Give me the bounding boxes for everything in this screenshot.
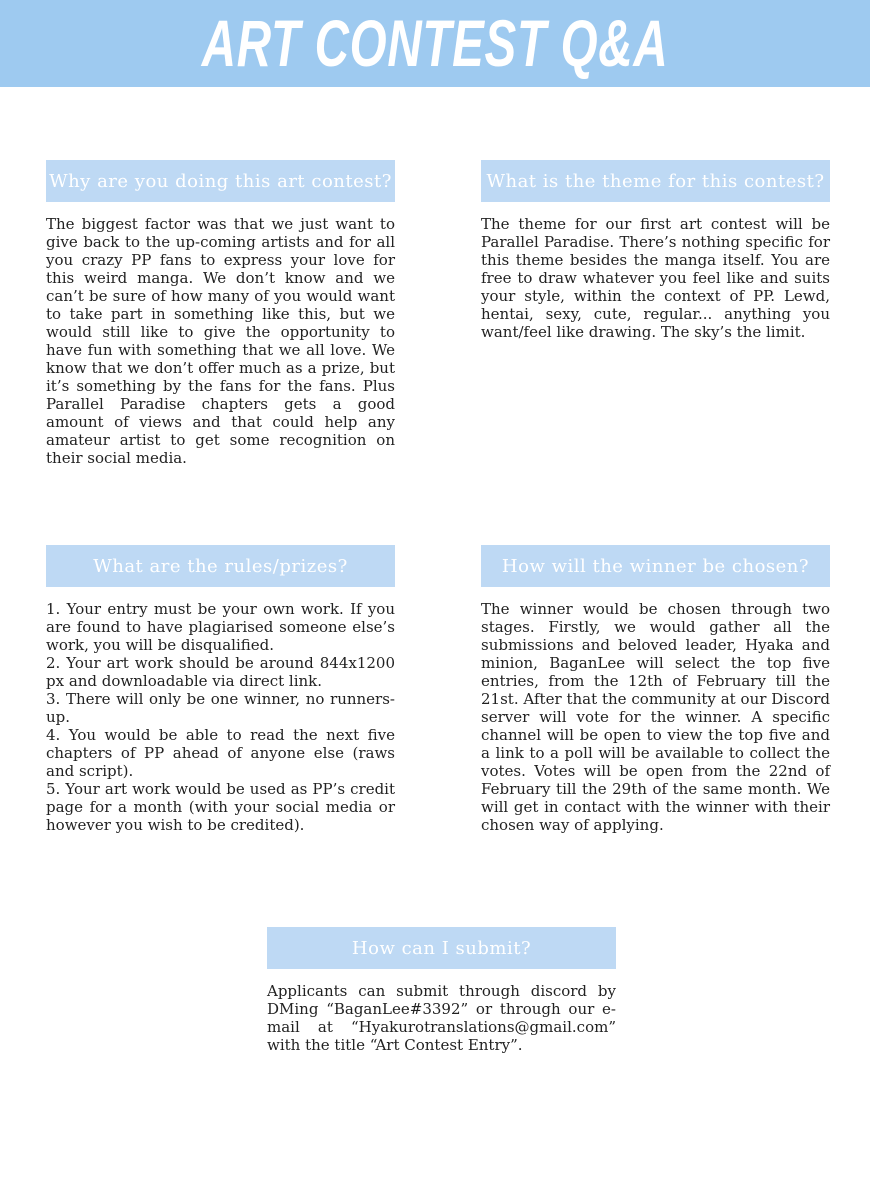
section-rules-prizes xyxy=(46,545,395,834)
question-text: What is the theme for this contest? xyxy=(486,170,825,192)
section-theme xyxy=(481,160,830,341)
rule-item-2: 2. Your art work should be around 844x1200 px and downloadable via direct link. xyxy=(46,654,395,690)
page-header xyxy=(0,0,870,87)
rule-item-3: 3. There will only be one winner, no runners-up. xyxy=(46,690,395,726)
section-why-contest xyxy=(46,160,395,467)
answer-text: Applicants can submit through discord by DMing “BaganLee#3392” or through our e-mail at “Hyakurotranslations@gmail.com” with the title “Art Contest Entry”. xyxy=(267,982,616,1054)
rule-item-1: 1. Your entry must be your own work. If you are found to have plagiarised someone else’s work, you will be disqualified. xyxy=(46,600,395,654)
section-winner-selection xyxy=(481,545,830,834)
answer-text: The winner would be chosen through two stages. Firstly, we would gather all the submissions and beloved leader, Hyaka and minion, BaganLee will select the top five entries, from the 12th of February till the 21st. After that the community at our Discord server will vote for the winner. A specific channel will be open to view the top five and a link to a poll will be available to collect the votes. Votes will be open from the 22nd of February till the 29th of the same month. We will get in contact with the winner with their chosen way of applying. xyxy=(481,600,830,834)
question-banner-rules-prizes xyxy=(46,545,395,587)
answer-text: The biggest factor was that we just want to give back to the up-coming artists and for all you crazy PP fans to express your love for this weird manga. We don’t know and we can’t be sure of how many of you would want to take part in something like this, but we would still like to give the opportunity to have fun with something that we all love. We know that we don’t offer much as a prize, but it’s something by the fans for the fans. Plus Parallel Paradise chapters gets a good amount of views and that could help any amateur artist to get some recognition on their social media. xyxy=(46,215,395,467)
rule-item-5: 5. Your art work would be used as PP’s credit page for a month (with your social media or however you wish to be credited). xyxy=(46,780,395,834)
question-banner-winner-selection xyxy=(481,545,830,587)
question-text: How can I submit? xyxy=(351,937,532,959)
page-title: ART CONTEST Q&A xyxy=(201,6,669,80)
question-banner-why-contest xyxy=(46,160,395,202)
question-text: How will the winner be chosen? xyxy=(501,555,810,577)
answer-text: The theme for our first art contest will be Parallel Paradise. There’s nothing specific for this theme besides the manga itself. You are free to draw whatever you feel like and suits your style, within the context of PP. Lewd, hentai, sexy, cute, regular... anything you want/feel like drawing. The sky’s the limit. xyxy=(481,215,830,341)
question-text: Why are you doing this art contest? xyxy=(49,170,392,192)
section-how-to-submit xyxy=(267,927,616,1054)
rule-item-4: 4. You would be able to read the next five chapters of PP ahead of anyone else (raws and script). xyxy=(46,726,395,780)
question-text: What are the rules/prizes? xyxy=(93,555,348,577)
question-banner-how-to-submit xyxy=(267,927,616,969)
question-banner-theme xyxy=(481,160,830,202)
